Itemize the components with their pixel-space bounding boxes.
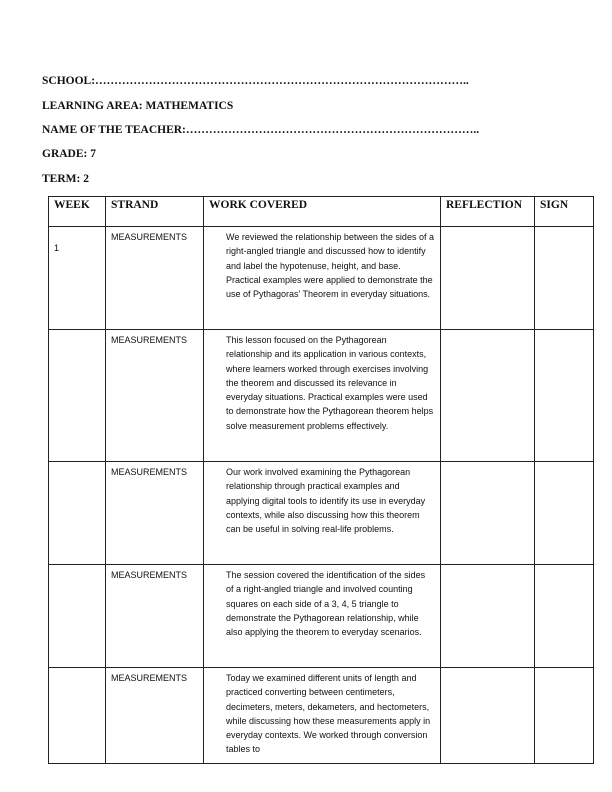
reflection-cell	[441, 227, 535, 330]
teacher-name-field: NAME OF THE TEACHER:…………………………………………………………………..	[42, 124, 480, 136]
table-row	[49, 227, 594, 330]
reflection-cell	[441, 330, 535, 462]
strand-cell: MEASUREMENTS	[106, 565, 204, 668]
sign-cell	[535, 565, 594, 668]
strand-cell: MEASUREMENTS	[106, 462, 204, 565]
table-header-row	[49, 197, 594, 227]
column-header-sign: SIGN	[535, 197, 594, 227]
column-header-strand: STRAND	[106, 197, 204, 227]
table-row	[49, 462, 594, 565]
strand-cell: MEASUREMENTS	[106, 227, 204, 330]
reflection-cell	[441, 668, 535, 764]
column-header-reflection: REFLECTION	[441, 197, 535, 227]
table-row	[49, 330, 594, 462]
work-covered-cell: This lesson focused on the Pythagorean relationship and its application in various contexts, where learners worked through exercises involving the theorem and discussed its relevance in everyday situations. Practical examples were used to demonstrate how the Pythagorean theorem helps solve measurement problems effectively.	[204, 330, 441, 462]
work-covered-cell: We reviewed the relationship between the sides of a right-angled triangle and discussed how to identify and label the hypotenuse, height, and base. Practical examples were applied to demonstrate the use of Pythagoras’ Theorem in everyday situations.	[204, 227, 441, 330]
work-covered-cell: Our work involved examining the Pythagorean relationship through practical examples and applying digital tools to identify its use in everyday contexts, while also discussing how this theorem can be useful in solving real-life problems.	[204, 462, 441, 565]
work-covered-cell: The session covered the identification of the sides of a right-angled triangle and involved counting squares on each side of a 3, 4, 5 triangle to demonstrate the Pythagorean relationship, while also applying the theorem to everyday scenarios.	[204, 565, 441, 668]
strand-cell: MEASUREMENTS	[106, 668, 204, 764]
week-cell	[49, 668, 106, 764]
term-label: TERM: 2	[42, 173, 89, 185]
work-covered-cell: Today we examined different units of length and practiced converting between centimeters, decimeters, meters, dekameters, and hectometers, while discussing how these measurements apply in everyday contexts. We worked through conversion tables to	[204, 668, 441, 764]
school-field: SCHOOL:……………………………………………………………………………………..	[42, 75, 469, 87]
reflection-cell	[441, 462, 535, 565]
reflection-cell	[441, 565, 535, 668]
week-cell: 1	[49, 227, 106, 330]
grade-label: GRADE: 7	[42, 148, 96, 160]
record-of-work-table	[48, 196, 594, 764]
sign-cell	[535, 462, 594, 565]
column-header-work-covered: WORK COVERED	[204, 197, 441, 227]
sign-cell	[535, 330, 594, 462]
learning-area-label: LEARNING AREA: MATHEMATICS	[42, 100, 234, 112]
sign-cell	[535, 668, 594, 764]
table-row	[49, 565, 594, 668]
week-cell	[49, 565, 106, 668]
table-row	[49, 668, 594, 764]
sign-cell	[535, 227, 594, 330]
week-cell	[49, 330, 106, 462]
column-header-week: WEEK	[49, 197, 106, 227]
week-cell	[49, 462, 106, 565]
strand-cell: MEASUREMENTS	[106, 330, 204, 462]
